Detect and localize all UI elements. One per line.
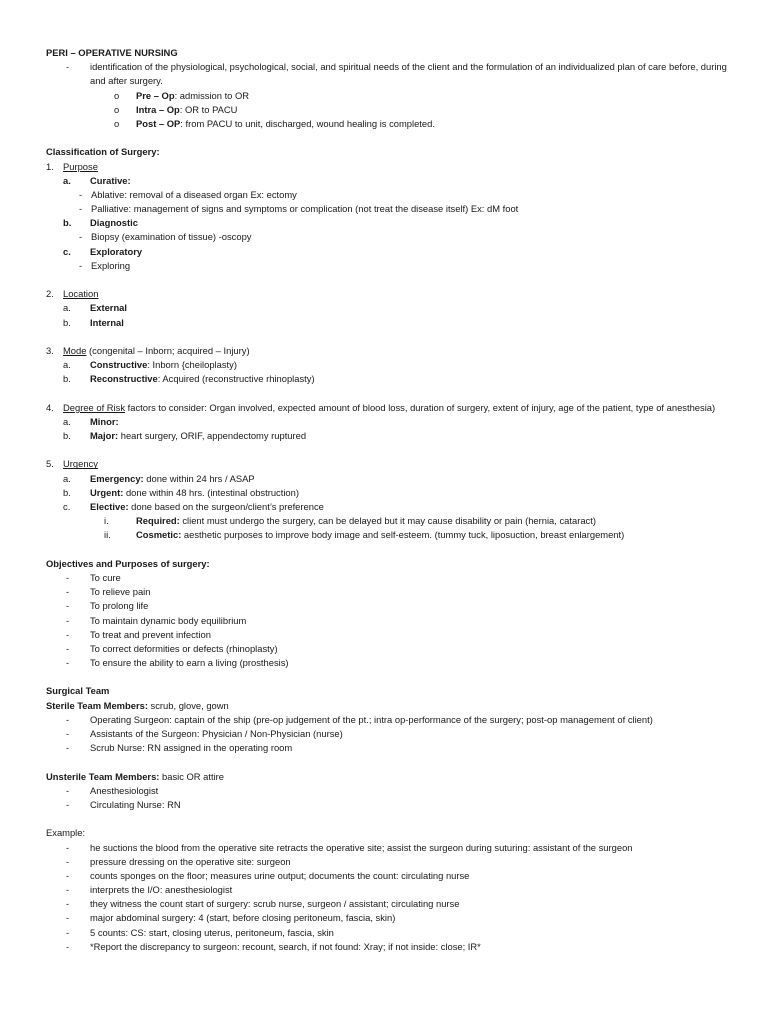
item-text: done based on the surgeon/client’s preference xyxy=(128,501,324,513)
bullet-text: counts sponges on the floor; measures urine output; documents the count: circulating nurse xyxy=(90,869,470,881)
circle-bullet-item xyxy=(46,89,736,103)
heading-text: Objectives and Purposes of surgery: xyxy=(46,557,210,569)
dash-marker: - xyxy=(66,600,70,612)
bullet-text: Operating Surgeon: captain of the ship (pre-op judgement of the pt.; intra op-performance of the surgery; post-op management of client) xyxy=(90,713,653,725)
numbered-item xyxy=(46,344,736,358)
section-heading xyxy=(46,557,736,571)
bullet-text: Exploring xyxy=(91,259,131,271)
heading-text: Classification of Surgery: xyxy=(46,146,160,158)
number-marker: 1. xyxy=(46,160,54,172)
item-label: Constructive xyxy=(90,359,148,371)
dash-marker: - xyxy=(66,940,70,952)
dash-marker: - xyxy=(66,571,70,583)
bullet-item xyxy=(46,841,736,855)
lettered-item xyxy=(46,316,736,330)
roman-item xyxy=(46,528,736,542)
circle-bullet-item xyxy=(46,117,736,131)
numbered-text: (congenital – Inborn; acquired – Injury) xyxy=(86,344,250,356)
item-label: Exploratory xyxy=(90,245,143,257)
blank-line xyxy=(46,387,736,401)
lettered-item xyxy=(46,216,736,230)
bullet-text: Palliative: management of signs and symptoms or complication (not treat the disease itself) Ex: dM foot xyxy=(91,203,519,215)
bullet-item xyxy=(46,897,736,911)
subheading-line xyxy=(46,770,736,784)
lettered-item xyxy=(46,245,736,259)
letter-marker: a. xyxy=(63,302,71,314)
bullet-item xyxy=(46,571,736,585)
numbered-title: Mode xyxy=(63,344,87,356)
letter-marker: c. xyxy=(63,245,71,257)
numbered-text: factors to consider: Organ involved, expected amount of blood loss, duration of surgery, extent of injury, age of the patient, type of anesthesia) xyxy=(125,401,716,413)
item-text: : Inborn {cheiloplasty) xyxy=(147,359,237,371)
bullet-item xyxy=(46,784,736,798)
roman-item xyxy=(46,514,736,528)
bullet-text: they witness the count start of surgery: scrub nurse, surgeon / assistant; circulating nurse xyxy=(90,898,460,910)
item-text: heart surgery, ORIF, appendectomy ruptured xyxy=(118,430,307,442)
bullet-text: To relieve pain xyxy=(90,586,151,598)
circle-bullet-item xyxy=(46,103,736,117)
bullet-item xyxy=(46,599,736,613)
bullet-item xyxy=(46,713,736,727)
numbered-item xyxy=(46,287,736,301)
document-body xyxy=(46,46,736,954)
bullet-text: To correct deformities or defects (rhinoplasty) xyxy=(90,642,278,654)
numbered-item xyxy=(46,160,736,174)
circle-marker: o xyxy=(114,89,120,101)
subheading-label: Unsterile Team Members: xyxy=(46,770,160,782)
bullet-item xyxy=(46,614,736,628)
bullet-item xyxy=(46,60,736,88)
dash-marker: - xyxy=(66,898,70,910)
letter-marker: a. xyxy=(63,472,71,484)
bullet-text: *Report the discrepancy to surgeon: recount, search, if not found: Xray; if not inside: close; IR* xyxy=(90,940,481,952)
lettered-item xyxy=(46,486,736,500)
item-label: Pre – Op xyxy=(136,89,175,101)
lettered-item xyxy=(46,472,736,486)
section-heading xyxy=(46,46,736,60)
bullet-item xyxy=(46,855,736,869)
letter-marker: b. xyxy=(63,373,71,385)
section-heading xyxy=(46,145,736,159)
blank-line xyxy=(46,273,736,287)
dash-marker: - xyxy=(66,869,70,881)
item-label: Diagnostic xyxy=(90,217,138,229)
text-line xyxy=(46,826,736,840)
number-marker: 4. xyxy=(46,401,54,413)
letter-marker: b. xyxy=(63,316,71,328)
number-marker: 2. xyxy=(46,288,54,300)
subheading-label: Sterile Team Members: xyxy=(46,699,148,711)
bullet-item xyxy=(46,869,736,883)
sub-bullet-item xyxy=(46,202,736,216)
bullet-text: Circulating Nurse: RN xyxy=(90,798,181,810)
letter-marker: b. xyxy=(63,486,71,498)
dash-marker: - xyxy=(66,912,70,924)
bullet-item xyxy=(46,798,736,812)
dash-marker: - xyxy=(66,614,70,626)
bullet-text: Anesthesiologist xyxy=(90,784,159,796)
dash-marker: - xyxy=(66,586,70,598)
dash-marker: - xyxy=(79,203,83,215)
lettered-item xyxy=(46,500,736,514)
item-label: Elective: xyxy=(90,501,129,513)
sub-bullet-item xyxy=(46,188,736,202)
item-label: Intra – Op xyxy=(136,103,180,115)
item-label: Post – OP xyxy=(136,117,181,129)
item-label: Internal xyxy=(90,316,124,328)
bullet-text: To prolong life xyxy=(90,600,149,612)
dash-marker: - xyxy=(66,841,70,853)
numbered-item xyxy=(46,401,736,415)
lettered-item xyxy=(46,174,736,188)
bullet-item xyxy=(46,940,736,954)
dash-marker: - xyxy=(66,642,70,654)
bullet-item xyxy=(46,642,736,656)
numbered-title: Urgency xyxy=(63,458,98,470)
dash-marker: - xyxy=(79,259,83,271)
bullet-text: interprets the I/O: anesthesiologist xyxy=(90,884,233,896)
lettered-item xyxy=(46,301,736,315)
dash-marker: - xyxy=(66,657,70,669)
item-text: : admission to OR xyxy=(174,89,250,101)
item-text: client must undergo the surgery, can be delayed but it may cause disability or pain (hernia, cataract) xyxy=(179,515,596,527)
blank-line xyxy=(46,330,736,344)
section-heading xyxy=(46,684,736,698)
item-label: Emergency: xyxy=(90,472,144,484)
dash-marker: - xyxy=(66,855,70,867)
bullet-text: he suctions the blood from the operative site retracts the operative site; assist the surgeon during suturing: assistant of the surgeon xyxy=(90,841,633,853)
bullet-text: Scrub Nurse: RN assigned in the operating room xyxy=(90,742,293,754)
bullet-text: pressure dressing on the operative site: surgeon xyxy=(90,855,291,867)
blank-line xyxy=(46,131,736,145)
lettered-item xyxy=(46,358,736,372)
dash-marker: - xyxy=(79,231,83,243)
dash-marker: - xyxy=(66,628,70,640)
item-label: Urgent: xyxy=(90,486,124,498)
bullet-item xyxy=(46,911,736,925)
bullet-text: identification of the physiological, psychological, social, and spiritual needs of the client and the formulation of an individualized plan of care before, during and after surgery. xyxy=(90,61,727,87)
item-label: External xyxy=(90,302,127,314)
subheading-text: scrub, glove, gown xyxy=(147,699,229,711)
blank-line xyxy=(46,812,736,826)
line-text: Example: xyxy=(46,827,86,839)
circle-marker: o xyxy=(114,117,120,129)
dash-marker: - xyxy=(66,926,70,938)
letter-marker: a. xyxy=(63,174,71,186)
circle-marker: o xyxy=(114,103,120,115)
bullet-item xyxy=(46,585,736,599)
bullet-item xyxy=(46,656,736,670)
bullet-item xyxy=(46,741,736,755)
letter-marker: a. xyxy=(63,415,71,427)
bullet-text: Ablative: removal of a diseased organ Ex: ectomy xyxy=(91,188,297,200)
subheading-line xyxy=(46,699,736,713)
dash-marker: - xyxy=(66,798,70,810)
item-text: : from PACU to unit, discharged, wound healing is completed. xyxy=(180,117,435,129)
dash-marker: - xyxy=(66,742,70,754)
bullet-item xyxy=(46,628,736,642)
letter-marker: a. xyxy=(63,359,71,371)
lettered-item xyxy=(46,372,736,386)
lettered-item xyxy=(46,429,736,443)
bullet-text: To cure xyxy=(90,571,121,583)
lettered-item xyxy=(46,415,736,429)
dash-marker: - xyxy=(79,188,83,200)
bullet-text: major abdominal surgery: 4 (start, before closing peritoneum, fascia, skin) xyxy=(90,912,396,924)
sub-bullet-item xyxy=(46,230,736,244)
bullet-text: Biopsy (examination of tissue) -oscopy xyxy=(91,231,252,243)
bullet-text: Assistants of the Surgeon: Physician / Non-Physician (nurse) xyxy=(90,728,343,740)
letter-marker: c. xyxy=(63,501,71,513)
blank-line xyxy=(46,670,736,684)
number-marker: 3. xyxy=(46,344,54,356)
bullet-text: To ensure the ability to earn a living (prosthesis) xyxy=(90,657,289,669)
bullet-item xyxy=(46,727,736,741)
roman-marker: ii. xyxy=(104,529,111,541)
item-label: Minor: xyxy=(90,415,119,427)
item-label: Required: xyxy=(136,515,180,527)
blank-line xyxy=(46,443,736,457)
bullet-text: 5 counts: CS: start, closing uterus, peritoneum, fascia, skin xyxy=(90,926,334,938)
dash-marker: - xyxy=(66,784,70,796)
heading-text: PERI – OPERATIVE NURSING xyxy=(46,47,178,58)
dash-marker: - xyxy=(66,713,70,725)
item-label: Curative: xyxy=(90,174,131,186)
item-text: done within 24 hrs / ASAP xyxy=(143,472,255,484)
subheading-text: basic OR attire xyxy=(159,770,225,782)
dash-marker: - xyxy=(66,61,70,73)
item-text: aesthetic purposes to improve body image and self-esteem. (tummy tuck, liposuction, breast enlargement) xyxy=(181,529,625,541)
dash-marker: - xyxy=(66,884,70,896)
item-label: Major: xyxy=(90,430,119,442)
numbered-title: Degree of Risk xyxy=(63,401,126,413)
letter-marker: b. xyxy=(63,217,72,229)
item-text: : OR to PACU xyxy=(179,103,238,115)
blank-line xyxy=(46,755,736,769)
sub-bullet-item xyxy=(46,259,736,273)
numbered-item xyxy=(46,457,736,471)
item-label: Cosmetic: xyxy=(136,529,182,541)
dash-marker: - xyxy=(66,728,70,740)
bullet-text: To treat and prevent infection xyxy=(90,628,211,640)
roman-marker: i. xyxy=(104,515,109,527)
number-marker: 5. xyxy=(46,458,54,470)
blank-line xyxy=(46,543,736,557)
letter-marker: b. xyxy=(63,430,71,442)
item-text: done within 48 hrs. (intestinal obstruction) xyxy=(123,486,299,498)
bullet-text: To maintain dynamic body equilibrium xyxy=(90,614,247,626)
bullet-item xyxy=(46,926,736,940)
numbered-title: Purpose xyxy=(63,160,98,172)
item-text: : Acquired (reconstructive rhinoplasty) xyxy=(157,373,315,385)
bullet-item xyxy=(46,883,736,897)
heading-text: Surgical Team xyxy=(46,685,110,697)
numbered-title: Location xyxy=(63,288,99,300)
item-label: Reconstructive xyxy=(90,373,158,385)
